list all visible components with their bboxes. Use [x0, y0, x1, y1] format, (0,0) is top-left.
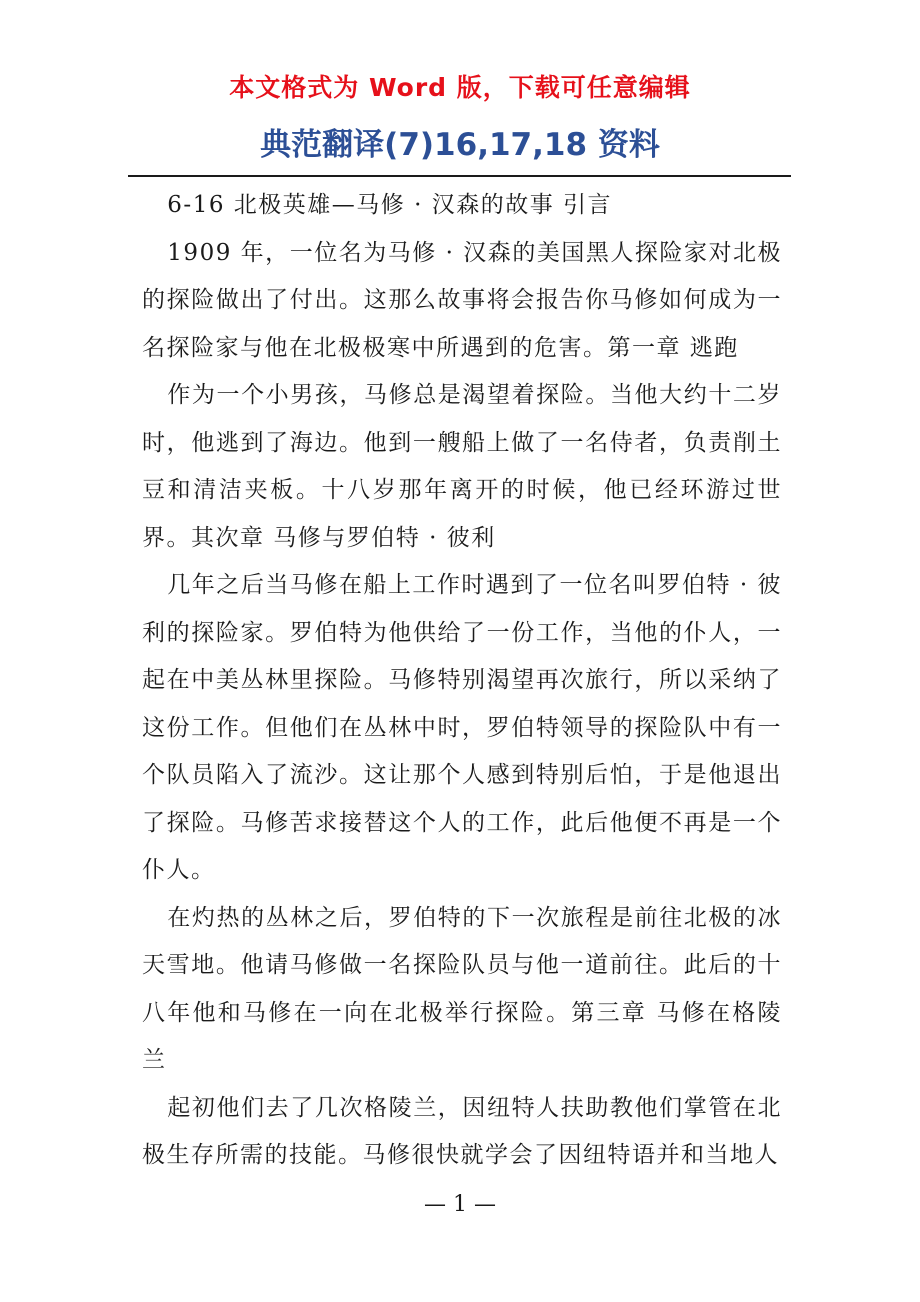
document-body: [142, 182, 782, 1180]
document-title: 典范翻译(7)16,17,18 资料: [260, 127, 660, 163]
paragraph-intro-heading: 6-16 北极英雄—马修 · 汉森的故事 引言: [167, 192, 613, 218]
paragraph: 在灼热的丛林之后，罗伯特的下一次旅程是前往北极的冰天雪地。他请马修做一名探险队员与他一道前往。此后的十八年他和马修在一向在北极举行探险。第三章 马修在格陵兰: [142, 904, 782, 1073]
page-number: — 1 —: [424, 1192, 496, 1217]
paragraph: 起初他们去了几次格陵兰，因纽特人扶助教他们掌管在北极生存所需的技能。马修很快就学会了因纽特语并和当地人: [142, 1094, 782, 1168]
paragraph: 1909 年，一位名为马修 · 汉森的美国黑人探险家对北极的探险做出了付出。这那么故事将会报告你马修如何成为一名探险家与他在北极极寒中所遇到的危害。第一章 逃跑: [142, 239, 782, 361]
paragraph: 几年之后当马修在船上工作时遇到了一位名叫罗伯特 · 彼利的探险家。罗伯特为他供给了一份工作，当他的仆人，一起在中美丛林里探险。马修特别渴望再次旅行，所以采纳了这份工作。但他们在丛林中时，罗伯特领导的探险队中有一个队员陷入了流沙。这让那个人感到特别后怕，于是他退出了探险。马修苦求接替这个人的工作，此后他便不再是一个仆人。: [142, 572, 782, 883]
title-divider: [128, 175, 791, 177]
paragraph: 作为一个小男孩，马修总是渴望着探险。当他大约十二岁时，他逃到了海边。他到一艘船上做了一名侍者，负责削土豆和清洁夹板。十八岁那年离开的时候，他已经环游过世界。其次章 马修与罗伯特 · 彼利: [142, 382, 782, 551]
format-notice: 本文格式为 Word 版，下载可任意编辑: [229, 73, 691, 102]
